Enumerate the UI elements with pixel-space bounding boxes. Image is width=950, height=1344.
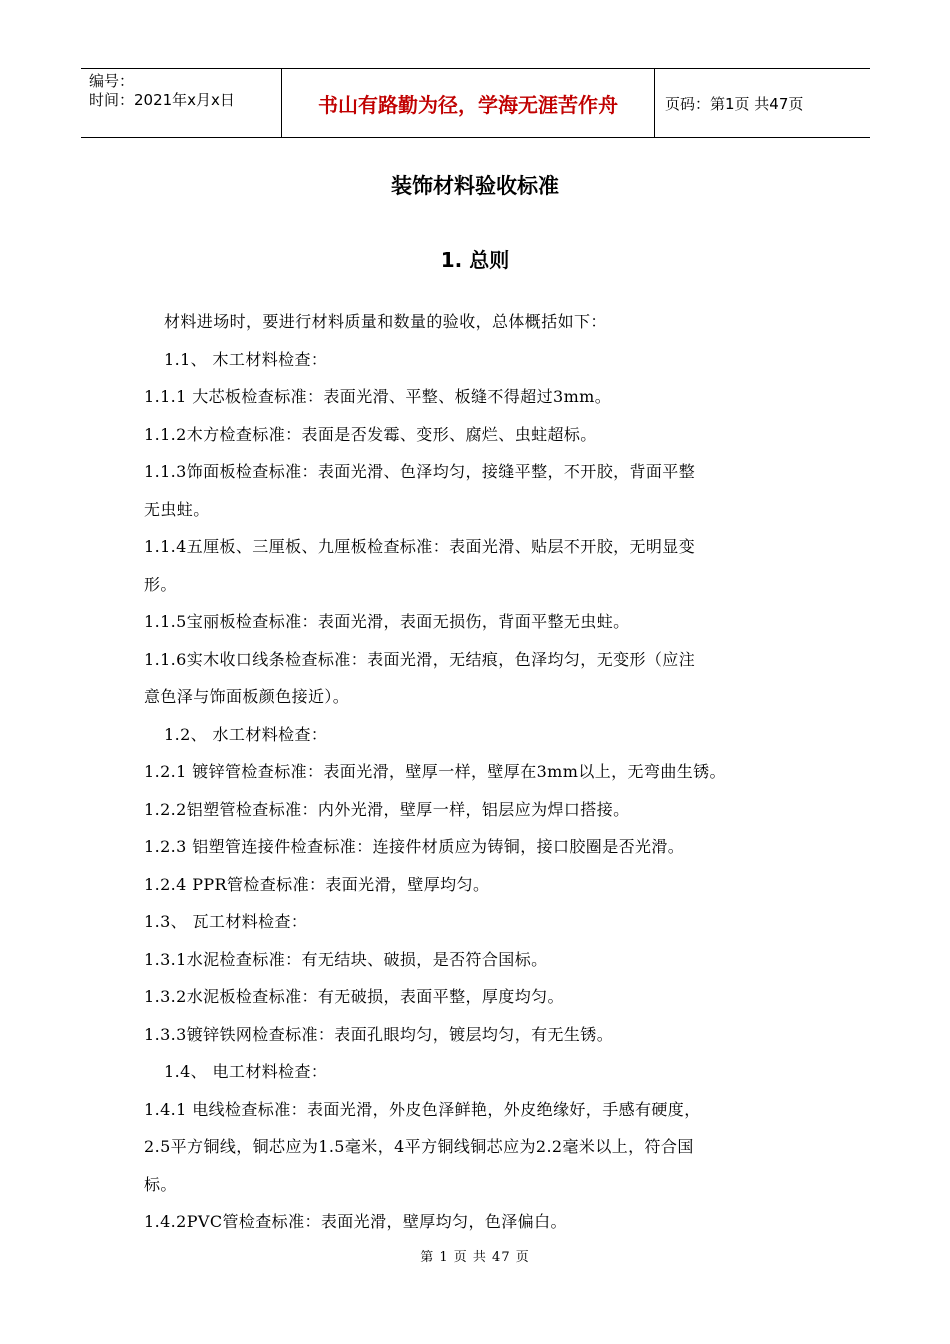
- time-label: 时间：2021年x月x日: [89, 91, 235, 109]
- paragraph-line: 1.1.6实木收口线条检查标准：表面光滑，无结痕，色泽均匀，无变形（应注: [144, 649, 696, 669]
- paragraph-line: 1.3.3镀锌铁网检查标准：表面孔眼均匀，镀层均匀，有无生锈。: [144, 1024, 614, 1044]
- number-label: 编号：: [89, 72, 135, 90]
- paragraph-line: 1.1.4五厘板、三厘板、九厘板检查标准：表面光滑、贴层不开胶，无明显变: [144, 537, 696, 556]
- paragraph-line: 意色泽与饰面板颜色接近）。: [144, 687, 350, 706]
- paragraph-line: 1.2.2铝塑管检查标准：内外光滑，壁厚一样，铝层应为焊口搭接。: [144, 799, 630, 819]
- paragraph-line: 材料进场时，要进行材料质量和数量的验收，总体概括如下：: [164, 312, 607, 331]
- paragraph-line: 1.1.5宝丽板检查标准：表面光滑，表面无损伤，背面平整无虫蛀。: [144, 612, 630, 631]
- paragraph-line: 1.1.3饰面板检查标准：表面光滑、色泽均匀，接缝平整，不开胶，背面平整: [144, 462, 696, 481]
- page-footer: 第 1 页 共 47 页: [420, 1250, 530, 1265]
- subheading-line: 1.2、 水工材料检查：: [164, 724, 328, 744]
- paragraph-line: 1.2.3 铝塑管连接件检查标准：连接件材质应为铸铜，接口胶圈是否光滑。: [144, 837, 685, 856]
- paragraph-line: 1.4.2PVC管检查标准：表面光滑，壁厚均匀，色泽偏白。: [144, 1212, 567, 1231]
- section-heading: 1. 总则: [440, 248, 510, 272]
- paragraph-line: 1.4.1 电线检查标准：表面光滑，外皮色泽鲜艳，外皮绝缘好，手感有硬度，: [144, 1099, 701, 1119]
- paragraph-line: 2.5平方铜线，铜芯应为1.5毫米，4平方铜线铜芯应为2.2毫米以上，符合国: [144, 1137, 694, 1156]
- paragraph-line: 1.3.2水泥板检查标准：有无破损，表面平整，厚度均匀。: [144, 987, 564, 1006]
- subheading-line: 1.3、 瓦工材料检查：: [144, 912, 308, 931]
- motto: 书山有路勤为径，学海无涯苦作舟: [281, 69, 655, 137]
- subheading-line: 1.1、 木工材料检查：: [164, 349, 328, 369]
- subheading-line: 1.4、 电工材料检查：: [164, 1062, 328, 1081]
- paragraph-line: 无虫蛀。: [144, 499, 210, 519]
- page-info: 页码：第1页 共47页: [665, 94, 804, 113]
- paragraph-line: 1.2.1 镀锌管检查标准：表面光滑，壁厚一样，壁厚在3mm以上，无弯曲生锈。: [144, 762, 726, 781]
- document-title: 装饰材料验收标准: [391, 174, 559, 198]
- paragraph-line: 形。: [144, 574, 177, 594]
- paragraph-line: 1.1.2木方检查标准：表面是否发霉、变形、腐烂、虫蛀超标。: [144, 424, 597, 444]
- paragraph-line: 标。: [144, 1174, 177, 1194]
- document-header: [81, 68, 870, 138]
- document-body: [144, 303, 812, 1241]
- paragraph-line: 1.1.1 大芯板检查标准：表面光滑、平整、板缝不得超过3mm。: [144, 387, 612, 406]
- paragraph-line: 1.2.4 PPR管检查标准：表面光滑，壁厚均匀。: [144, 874, 490, 894]
- paragraph-line: 1.3.1水泥检查标准：有无结块、破损，是否符合国标。: [144, 949, 548, 969]
- header-left-cell: [81, 69, 281, 137]
